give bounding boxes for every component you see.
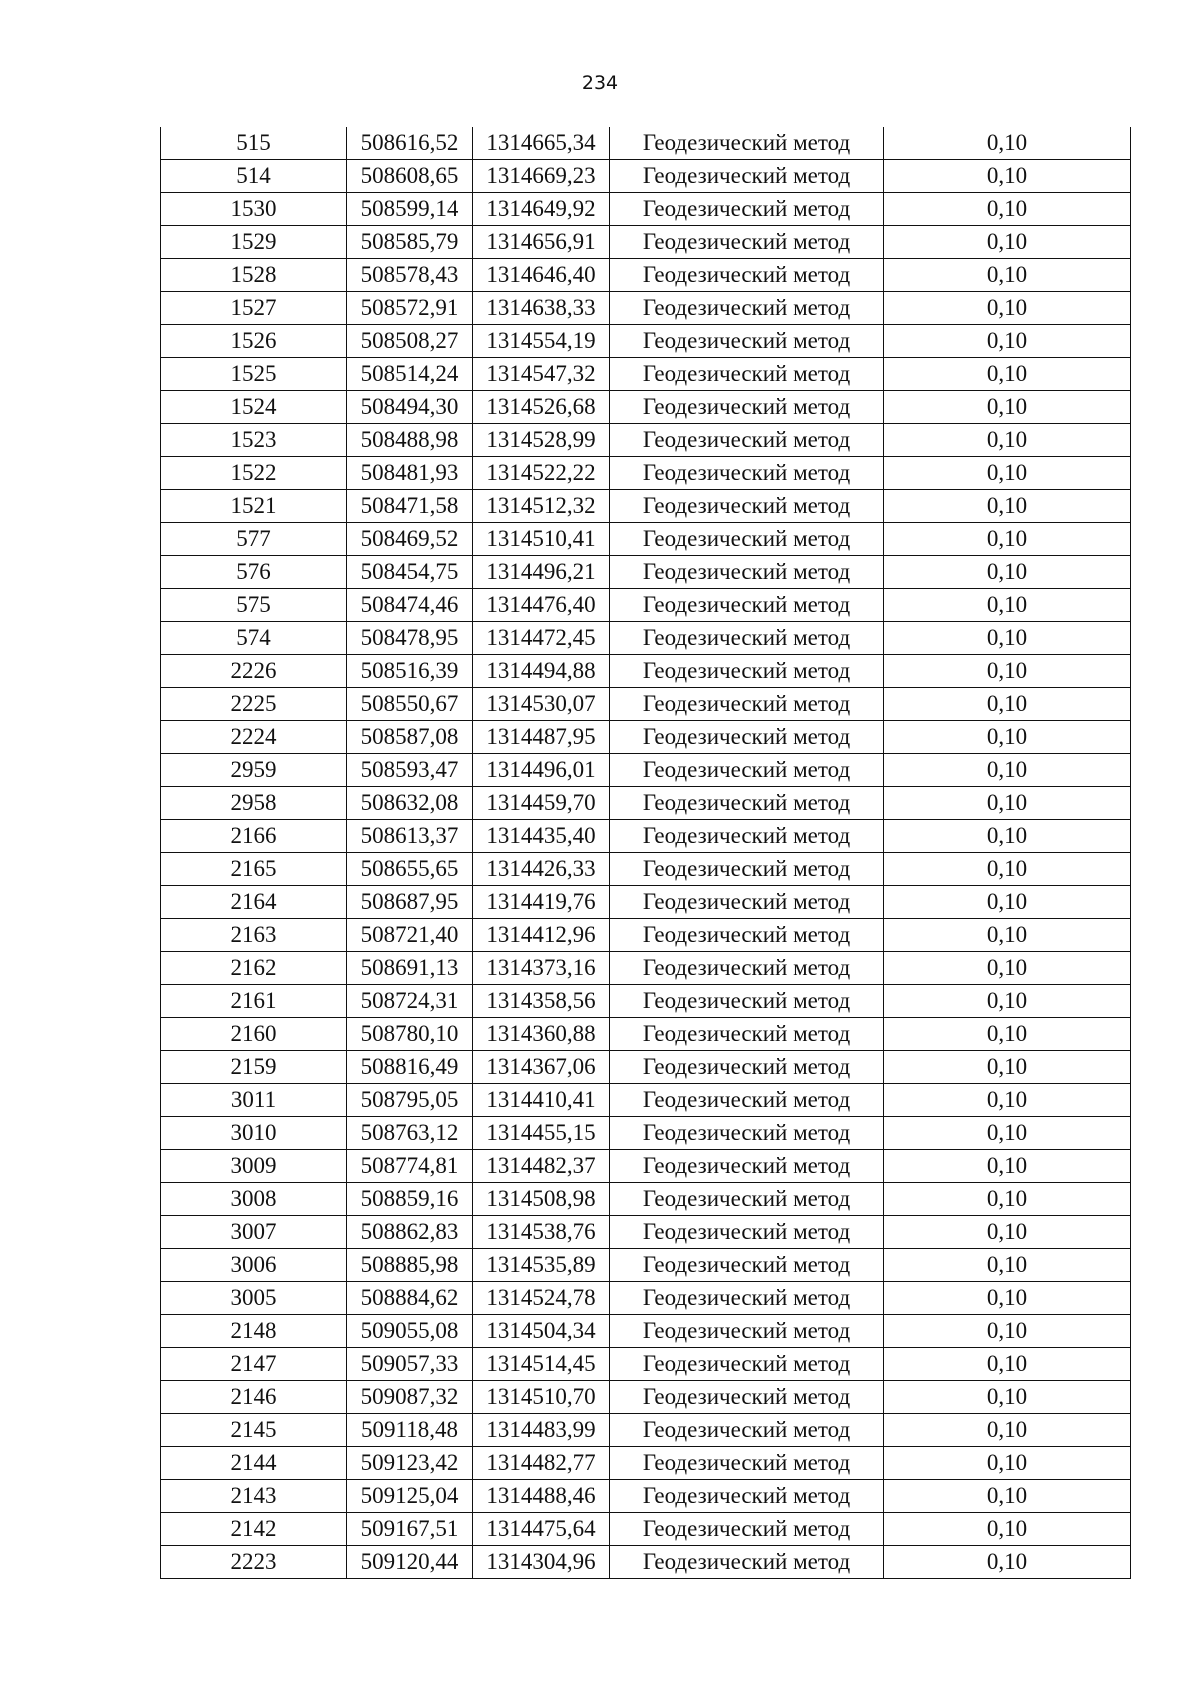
point-number-cell: 577 <box>161 523 347 556</box>
method-cell: Геодезический метод <box>610 787 884 820</box>
method-cell: Геодезический метод <box>610 325 884 358</box>
method-cell: Геодезический метод <box>610 1183 884 1216</box>
table-row <box>161 1381 1131 1414</box>
table-row <box>161 1117 1131 1150</box>
table-row <box>161 424 1131 457</box>
point-number-cell: 3005 <box>161 1282 347 1315</box>
accuracy-cell: 0,10 <box>884 787 1131 820</box>
point-number-cell: 2166 <box>161 820 347 853</box>
table-row <box>161 952 1131 985</box>
method-cell: Геодезический метод <box>610 853 884 886</box>
x-coordinate-cell: 508550,67 <box>347 688 473 721</box>
table-body <box>161 127 1131 1579</box>
page-number: 234 <box>581 72 619 94</box>
y-coordinate-cell: 1314508,98 <box>473 1183 610 1216</box>
accuracy-cell: 0,10 <box>884 1513 1131 1546</box>
y-coordinate-cell: 1314646,40 <box>473 259 610 292</box>
x-coordinate-cell: 508721,40 <box>347 919 473 952</box>
x-coordinate-cell: 509057,33 <box>347 1348 473 1381</box>
table-row <box>161 1051 1131 1084</box>
x-coordinate-cell: 508587,08 <box>347 721 473 754</box>
x-coordinate-cell: 508514,24 <box>347 358 473 391</box>
x-coordinate-cell: 509087,32 <box>347 1381 473 1414</box>
table-row <box>161 985 1131 1018</box>
method-cell: Геодезический метод <box>610 1480 884 1513</box>
x-coordinate-cell: 508862,83 <box>347 1216 473 1249</box>
table-row <box>161 325 1131 358</box>
method-cell: Геодезический метод <box>610 1084 884 1117</box>
point-number-cell: 2147 <box>161 1348 347 1381</box>
point-number-cell: 1525 <box>161 358 347 391</box>
x-coordinate-cell: 508724,31 <box>347 985 473 1018</box>
method-cell: Геодезический метод <box>610 622 884 655</box>
accuracy-cell: 0,10 <box>884 259 1131 292</box>
accuracy-cell: 0,10 <box>884 1084 1131 1117</box>
y-coordinate-cell: 1314487,95 <box>473 721 610 754</box>
table-row <box>161 193 1131 226</box>
table-row <box>161 490 1131 523</box>
x-coordinate-cell: 508599,14 <box>347 193 473 226</box>
table-row <box>161 1282 1131 1315</box>
x-coordinate-cell: 509125,04 <box>347 1480 473 1513</box>
point-number-cell: 2142 <box>161 1513 347 1546</box>
point-number-cell: 1527 <box>161 292 347 325</box>
y-coordinate-cell: 1314649,92 <box>473 193 610 226</box>
method-cell: Геодезический метод <box>610 919 884 952</box>
table-row <box>161 358 1131 391</box>
x-coordinate-cell: 508469,52 <box>347 523 473 556</box>
y-coordinate-cell: 1314665,34 <box>473 127 610 160</box>
x-coordinate-cell: 508616,52 <box>347 127 473 160</box>
table-row <box>161 226 1131 259</box>
method-cell: Геодезический метод <box>610 358 884 391</box>
x-coordinate-cell: 508572,91 <box>347 292 473 325</box>
x-coordinate-cell: 508763,12 <box>347 1117 473 1150</box>
table-row <box>161 127 1131 160</box>
table-row <box>161 853 1131 886</box>
table-row <box>161 754 1131 787</box>
accuracy-cell: 0,10 <box>884 952 1131 985</box>
y-coordinate-cell: 1314367,06 <box>473 1051 610 1084</box>
accuracy-cell: 0,10 <box>884 1348 1131 1381</box>
table-row <box>161 1249 1131 1282</box>
point-number-cell: 2225 <box>161 688 347 721</box>
point-number-cell: 1523 <box>161 424 347 457</box>
y-coordinate-cell: 1314530,07 <box>473 688 610 721</box>
point-number-cell: 1521 <box>161 490 347 523</box>
table-row <box>161 688 1131 721</box>
method-cell: Геодезический метод <box>610 754 884 787</box>
method-cell: Геодезический метод <box>610 1513 884 1546</box>
point-number-cell: 515 <box>161 127 347 160</box>
table-row <box>161 622 1131 655</box>
accuracy-cell: 0,10 <box>884 127 1131 160</box>
y-coordinate-cell: 1314504,34 <box>473 1315 610 1348</box>
x-coordinate-cell: 508816,49 <box>347 1051 473 1084</box>
y-coordinate-cell: 1314412,96 <box>473 919 610 952</box>
method-cell: Геодезический метод <box>610 523 884 556</box>
y-coordinate-cell: 1314373,16 <box>473 952 610 985</box>
accuracy-cell: 0,10 <box>884 688 1131 721</box>
y-coordinate-cell: 1314494,88 <box>473 655 610 688</box>
point-number-cell: 514 <box>161 160 347 193</box>
method-cell: Геодезический метод <box>610 1315 884 1348</box>
accuracy-cell: 0,10 <box>884 1150 1131 1183</box>
method-cell: Геодезический метод <box>610 1546 884 1579</box>
method-cell: Геодезический метод <box>610 886 884 919</box>
accuracy-cell: 0,10 <box>884 1546 1131 1579</box>
x-coordinate-cell: 508691,13 <box>347 952 473 985</box>
point-number-cell: 1528 <box>161 259 347 292</box>
y-coordinate-cell: 1314435,40 <box>473 820 610 853</box>
table-row <box>161 556 1131 589</box>
method-cell: Геодезический метод <box>610 391 884 424</box>
table-row <box>161 1084 1131 1117</box>
table-row <box>161 886 1131 919</box>
table-row <box>161 721 1131 754</box>
table-row <box>161 919 1131 952</box>
method-cell: Геодезический метод <box>610 589 884 622</box>
table-row <box>161 1513 1131 1546</box>
accuracy-cell: 0,10 <box>884 556 1131 589</box>
point-number-cell: 3006 <box>161 1249 347 1282</box>
accuracy-cell: 0,10 <box>884 457 1131 490</box>
method-cell: Геодезический метод <box>610 259 884 292</box>
method-cell: Геодезический метод <box>610 1018 884 1051</box>
accuracy-cell: 0,10 <box>884 1381 1131 1414</box>
table-row <box>161 1447 1131 1480</box>
point-number-cell: 2146 <box>161 1381 347 1414</box>
method-cell: Геодезический метод <box>610 1249 884 1282</box>
accuracy-cell: 0,10 <box>884 1117 1131 1150</box>
method-cell: Геодезический метод <box>610 1348 884 1381</box>
x-coordinate-cell: 508655,65 <box>347 853 473 886</box>
point-number-cell: 2144 <box>161 1447 347 1480</box>
x-coordinate-cell: 508474,46 <box>347 589 473 622</box>
x-coordinate-cell: 508488,98 <box>347 424 473 457</box>
x-coordinate-cell: 508508,27 <box>347 325 473 358</box>
point-number-cell: 2165 <box>161 853 347 886</box>
point-number-cell: 3011 <box>161 1084 347 1117</box>
x-coordinate-cell: 508494,30 <box>347 391 473 424</box>
accuracy-cell: 0,10 <box>884 1018 1131 1051</box>
y-coordinate-cell: 1314304,96 <box>473 1546 610 1579</box>
x-coordinate-cell: 509120,44 <box>347 1546 473 1579</box>
y-coordinate-cell: 1314496,21 <box>473 556 610 589</box>
y-coordinate-cell: 1314459,70 <box>473 787 610 820</box>
method-cell: Геодезический метод <box>610 655 884 688</box>
table-row <box>161 655 1131 688</box>
x-coordinate-cell: 508585,79 <box>347 226 473 259</box>
x-coordinate-cell: 508593,47 <box>347 754 473 787</box>
point-number-cell: 2160 <box>161 1018 347 1051</box>
point-number-cell: 2226 <box>161 655 347 688</box>
y-coordinate-cell: 1314472,45 <box>473 622 610 655</box>
method-cell: Геодезический метод <box>610 457 884 490</box>
point-number-cell: 2959 <box>161 754 347 787</box>
table-row <box>161 457 1131 490</box>
point-number-cell: 576 <box>161 556 347 589</box>
y-coordinate-cell: 1314496,01 <box>473 754 610 787</box>
accuracy-cell: 0,10 <box>884 622 1131 655</box>
accuracy-cell: 0,10 <box>884 1051 1131 1084</box>
x-coordinate-cell: 508795,05 <box>347 1084 473 1117</box>
table-row <box>161 391 1131 424</box>
point-number-cell: 575 <box>161 589 347 622</box>
x-coordinate-cell: 509123,42 <box>347 1447 473 1480</box>
accuracy-cell: 0,10 <box>884 523 1131 556</box>
y-coordinate-cell: 1314638,33 <box>473 292 610 325</box>
point-number-cell: 1529 <box>161 226 347 259</box>
point-number-cell: 2143 <box>161 1480 347 1513</box>
table-row <box>161 1480 1131 1513</box>
accuracy-cell: 0,10 <box>884 424 1131 457</box>
method-cell: Геодезический метод <box>610 1117 884 1150</box>
method-cell: Геодезический метод <box>610 1414 884 1447</box>
accuracy-cell: 0,10 <box>884 1447 1131 1480</box>
point-number-cell: 2162 <box>161 952 347 985</box>
point-number-cell: 2163 <box>161 919 347 952</box>
y-coordinate-cell: 1314524,78 <box>473 1282 610 1315</box>
point-number-cell: 1526 <box>161 325 347 358</box>
y-coordinate-cell: 1314455,15 <box>473 1117 610 1150</box>
accuracy-cell: 0,10 <box>884 358 1131 391</box>
x-coordinate-cell: 508478,95 <box>347 622 473 655</box>
accuracy-cell: 0,10 <box>884 985 1131 1018</box>
x-coordinate-cell: 508687,95 <box>347 886 473 919</box>
table-row <box>161 1216 1131 1249</box>
table-row <box>161 1150 1131 1183</box>
y-coordinate-cell: 1314476,40 <box>473 589 610 622</box>
point-number-cell: 3008 <box>161 1183 347 1216</box>
method-cell: Геодезический метод <box>610 1216 884 1249</box>
accuracy-cell: 0,10 <box>884 1315 1131 1348</box>
y-coordinate-cell: 1314510,70 <box>473 1381 610 1414</box>
x-coordinate-cell: 508471,58 <box>347 490 473 523</box>
x-coordinate-cell: 508613,37 <box>347 820 473 853</box>
accuracy-cell: 0,10 <box>884 655 1131 688</box>
x-coordinate-cell: 508516,39 <box>347 655 473 688</box>
method-cell: Геодезический метод <box>610 688 884 721</box>
x-coordinate-cell: 508454,75 <box>347 556 473 589</box>
method-cell: Геодезический метод <box>610 226 884 259</box>
y-coordinate-cell: 1314547,32 <box>473 358 610 391</box>
method-cell: Геодезический метод <box>610 1447 884 1480</box>
accuracy-cell: 0,10 <box>884 292 1131 325</box>
point-number-cell: 3010 <box>161 1117 347 1150</box>
x-coordinate-cell: 508859,16 <box>347 1183 473 1216</box>
table-row <box>161 1183 1131 1216</box>
table-row <box>161 523 1131 556</box>
point-number-cell: 2164 <box>161 886 347 919</box>
y-coordinate-cell: 1314426,33 <box>473 853 610 886</box>
point-number-cell: 1522 <box>161 457 347 490</box>
y-coordinate-cell: 1314488,46 <box>473 1480 610 1513</box>
x-coordinate-cell: 508578,43 <box>347 259 473 292</box>
accuracy-cell: 0,10 <box>884 490 1131 523</box>
accuracy-cell: 0,10 <box>884 1249 1131 1282</box>
accuracy-cell: 0,10 <box>884 589 1131 622</box>
accuracy-cell: 0,10 <box>884 1216 1131 1249</box>
x-coordinate-cell: 509167,51 <box>347 1513 473 1546</box>
accuracy-cell: 0,10 <box>884 721 1131 754</box>
method-cell: Геодезический метод <box>610 985 884 1018</box>
y-coordinate-cell: 1314475,64 <box>473 1513 610 1546</box>
y-coordinate-cell: 1314482,37 <box>473 1150 610 1183</box>
table-row <box>161 820 1131 853</box>
method-cell: Геодезический метод <box>610 1282 884 1315</box>
accuracy-cell: 0,10 <box>884 1414 1131 1447</box>
method-cell: Геодезический метод <box>610 721 884 754</box>
y-coordinate-cell: 1314528,99 <box>473 424 610 457</box>
table-row <box>161 589 1131 622</box>
x-coordinate-cell: 509055,08 <box>347 1315 473 1348</box>
x-coordinate-cell: 508774,81 <box>347 1150 473 1183</box>
method-cell: Геодезический метод <box>610 952 884 985</box>
point-number-cell: 2145 <box>161 1414 347 1447</box>
accuracy-cell: 0,10 <box>884 1480 1131 1513</box>
y-coordinate-cell: 1314483,99 <box>473 1414 610 1447</box>
method-cell: Геодезический метод <box>610 1150 884 1183</box>
accuracy-cell: 0,10 <box>884 193 1131 226</box>
accuracy-cell: 0,10 <box>884 886 1131 919</box>
method-cell: Геодезический метод <box>610 424 884 457</box>
table-row <box>161 1315 1131 1348</box>
y-coordinate-cell: 1314535,89 <box>473 1249 610 1282</box>
y-coordinate-cell: 1314656,91 <box>473 226 610 259</box>
table-row <box>161 259 1131 292</box>
y-coordinate-cell: 1314510,41 <box>473 523 610 556</box>
accuracy-cell: 0,10 <box>884 160 1131 193</box>
point-number-cell: 2148 <box>161 1315 347 1348</box>
point-number-cell: 1530 <box>161 193 347 226</box>
x-coordinate-cell: 508608,65 <box>347 160 473 193</box>
method-cell: Геодезический метод <box>610 1381 884 1414</box>
method-cell: Геодезический метод <box>610 160 884 193</box>
accuracy-cell: 0,10 <box>884 325 1131 358</box>
method-cell: Геодезический метод <box>610 127 884 160</box>
y-coordinate-cell: 1314512,32 <box>473 490 610 523</box>
point-number-cell: 2224 <box>161 721 347 754</box>
x-coordinate-cell: 508885,98 <box>347 1249 473 1282</box>
table-row <box>161 1348 1131 1381</box>
method-cell: Геодезический метод <box>610 193 884 226</box>
point-number-cell: 2223 <box>161 1546 347 1579</box>
y-coordinate-cell: 1314669,23 <box>473 160 610 193</box>
point-number-cell: 3009 <box>161 1150 347 1183</box>
accuracy-cell: 0,10 <box>884 226 1131 259</box>
accuracy-cell: 0,10 <box>884 754 1131 787</box>
table-row <box>161 1018 1131 1051</box>
table-row <box>161 1546 1131 1579</box>
y-coordinate-cell: 1314410,41 <box>473 1084 610 1117</box>
y-coordinate-cell: 1314526,68 <box>473 391 610 424</box>
x-coordinate-cell: 508884,62 <box>347 1282 473 1315</box>
point-number-cell: 2161 <box>161 985 347 1018</box>
point-number-cell: 3007 <box>161 1216 347 1249</box>
method-cell: Геодезический метод <box>610 1051 884 1084</box>
x-coordinate-cell: 508632,08 <box>347 787 473 820</box>
method-cell: Геодезический метод <box>610 490 884 523</box>
x-coordinate-cell: 508481,93 <box>347 457 473 490</box>
y-coordinate-cell: 1314360,88 <box>473 1018 610 1051</box>
y-coordinate-cell: 1314538,76 <box>473 1216 610 1249</box>
accuracy-cell: 0,10 <box>884 853 1131 886</box>
accuracy-cell: 0,10 <box>884 1282 1131 1315</box>
y-coordinate-cell: 1314482,77 <box>473 1447 610 1480</box>
accuracy-cell: 0,10 <box>884 1183 1131 1216</box>
point-number-cell: 1524 <box>161 391 347 424</box>
table-row <box>161 160 1131 193</box>
y-coordinate-cell: 1314522,22 <box>473 457 610 490</box>
point-number-cell: 2159 <box>161 1051 347 1084</box>
method-cell: Геодезический метод <box>610 820 884 853</box>
accuracy-cell: 0,10 <box>884 391 1131 424</box>
y-coordinate-cell: 1314514,45 <box>473 1348 610 1381</box>
accuracy-cell: 0,10 <box>884 820 1131 853</box>
coordinates-table <box>160 127 1131 1579</box>
method-cell: Геодезический метод <box>610 556 884 589</box>
y-coordinate-cell: 1314419,76 <box>473 886 610 919</box>
table-row <box>161 292 1131 325</box>
table-row <box>161 1414 1131 1447</box>
y-coordinate-cell: 1314358,56 <box>473 985 610 1018</box>
point-number-cell: 574 <box>161 622 347 655</box>
accuracy-cell: 0,10 <box>884 919 1131 952</box>
y-coordinate-cell: 1314554,19 <box>473 325 610 358</box>
x-coordinate-cell: 508780,10 <box>347 1018 473 1051</box>
method-cell: Геодезический метод <box>610 292 884 325</box>
table-row <box>161 787 1131 820</box>
point-number-cell: 2958 <box>161 787 347 820</box>
x-coordinate-cell: 509118,48 <box>347 1414 473 1447</box>
